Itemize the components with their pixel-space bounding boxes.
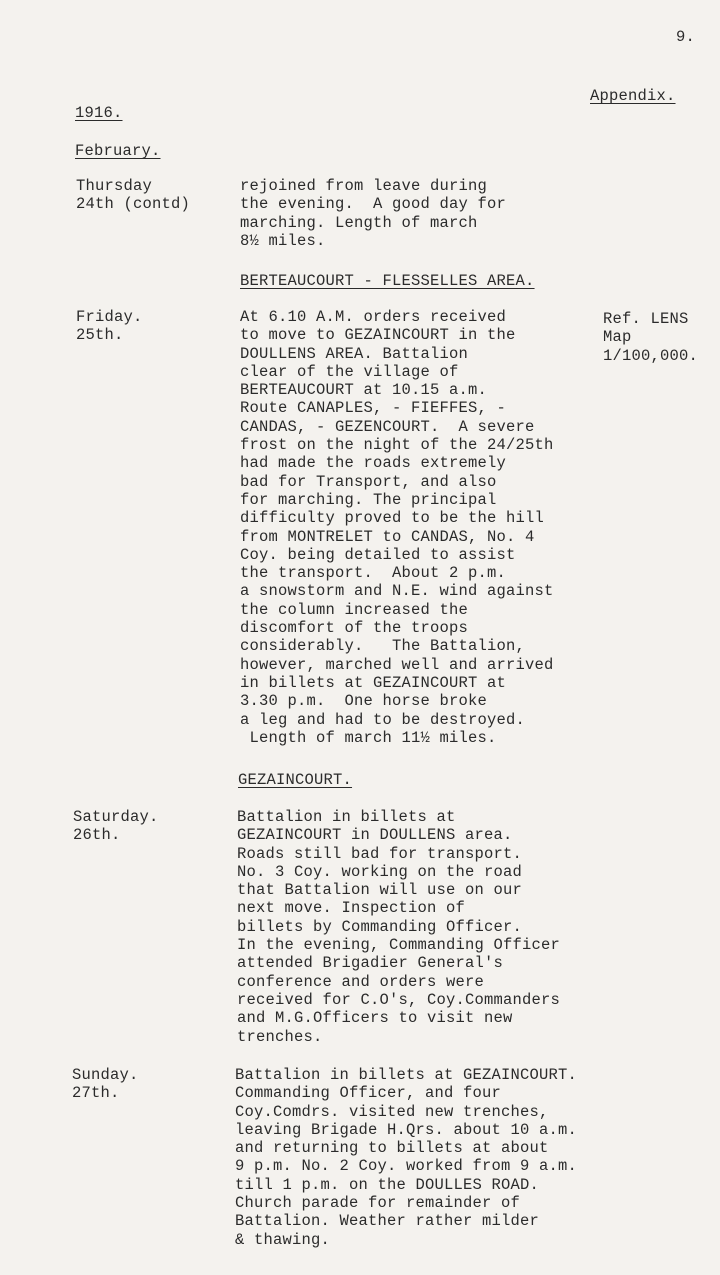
entry-line: conference and orders were xyxy=(237,972,485,991)
entry-line: billets by Commanding Officer. xyxy=(237,917,523,936)
entry-line: 3.30 p.m. One horse broke xyxy=(240,692,488,711)
diary-entry-text xyxy=(240,177,506,250)
entry-line: considerably. The Battalion, xyxy=(240,637,526,656)
entry-line: till 1 p.m. on the DOULLES ROAD. xyxy=(235,1175,540,1194)
entry-line: Roads still bad for transport. xyxy=(237,844,523,863)
date-day: Friday. xyxy=(76,308,143,326)
entry-line: a snowstorm and N.E. wind against xyxy=(240,582,554,601)
entry-line: 8½ miles. xyxy=(240,231,326,250)
location-heading: GEZAINCOURT. xyxy=(238,771,353,789)
entry-line: Length of march 11½ miles. xyxy=(240,728,497,747)
entry-line: bad for Transport, and also xyxy=(240,472,497,491)
diary-entry-date xyxy=(73,808,159,845)
entry-line: Battalion in billets at xyxy=(237,808,456,826)
entry-line: No. 3 Coy. working on the road xyxy=(237,862,523,881)
entry-line: the column increased the xyxy=(240,600,469,619)
entry-line: 9 p.m. No. 2 Coy. worked from 9 a.m. xyxy=(235,1157,578,1176)
appendix-heading: Appendix. xyxy=(590,87,676,105)
date-number: 25th. xyxy=(76,326,124,345)
entry-line: CANDAS, - GEZENCOURT. A severe xyxy=(240,417,535,436)
entry-line: GEZAINCOURT in DOULLENS area. xyxy=(237,826,513,845)
date-day: Sunday. xyxy=(72,1066,139,1084)
entry-line: DOULLENS AREA. Battalion xyxy=(240,344,469,363)
entry-line: & thawing. xyxy=(235,1230,331,1249)
entry-line: attended Brigadier General's xyxy=(237,954,504,973)
margin-note-line: Ref. LENS xyxy=(603,310,689,328)
entry-line: discomfort of the troops xyxy=(240,619,469,638)
diary-entry-date xyxy=(76,177,190,214)
year-heading: 1916. xyxy=(75,104,123,122)
month-heading: February. xyxy=(75,142,161,160)
date-day: Saturday. xyxy=(73,808,159,826)
entry-line: BERTEAUCOURT at 10.15 a.m. xyxy=(240,381,488,400)
location-heading: BERTEAUCOURT - FLESSELLES AREA. xyxy=(240,272,535,290)
entry-line: Coy. being detailed to assist xyxy=(240,545,516,564)
diary-entry-text xyxy=(240,308,554,747)
entry-line: and returning to billets at about xyxy=(235,1139,549,1158)
diary-entry-text xyxy=(235,1066,577,1249)
entry-line: Route CANAPLES, - FIEFFES, - xyxy=(240,399,507,418)
entry-line: Church parade for remainder of xyxy=(235,1194,521,1213)
entry-line: for marching. The principal xyxy=(240,490,497,509)
entry-line: rejoined from leave during xyxy=(240,177,488,195)
entry-line: clear of the village of xyxy=(240,362,459,381)
diary-entry-date xyxy=(72,1066,139,1103)
entry-line: however, marched well and arrived xyxy=(240,655,554,674)
entry-line: trenches. xyxy=(237,1027,323,1046)
entry-line: In the evening, Commanding Officer xyxy=(237,936,561,955)
date-number: 26th. xyxy=(73,826,121,845)
margin-note-line: Map xyxy=(603,328,632,347)
entry-line: the transport. About 2 p.m. xyxy=(240,564,507,583)
entry-line: that Battalion will use on our xyxy=(237,881,523,900)
date-day: Thursday xyxy=(76,177,153,195)
entry-line: leaving Brigade H.Qrs. about 10 a.m. xyxy=(235,1120,578,1139)
entry-line: Battalion in billets at GEZAINCOURT. xyxy=(235,1066,578,1084)
entry-line: to move to GEZAINCOURT in the xyxy=(240,326,516,345)
margin-reference-note xyxy=(603,310,698,365)
entry-line: frost on the night of the 24/25th xyxy=(240,436,554,455)
entry-line: the evening. A good day for xyxy=(240,195,507,214)
entry-line: received for C.O's, Coy.Commanders xyxy=(237,990,561,1009)
date-number: 27th. xyxy=(72,1084,120,1103)
entry-line: in billets at GEZAINCOURT at xyxy=(240,673,507,692)
entry-line: a leg and had to be destroyed. xyxy=(240,710,526,729)
entry-line: marching. Length of march xyxy=(240,213,478,232)
entry-line: next move. Inspection of xyxy=(237,899,466,918)
entry-line: had made the roads extremely xyxy=(240,454,507,473)
diary-entry-text xyxy=(237,808,560,1046)
entry-line: Commanding Officer, and four xyxy=(235,1084,502,1103)
entry-line: At 6.10 A.M. orders received xyxy=(240,308,507,326)
date-number: 24th (contd) xyxy=(76,195,191,214)
entry-line: and M.G.Officers to visit new xyxy=(237,1009,513,1028)
page-number: 9. xyxy=(676,28,696,46)
margin-note-line: 1/100,000. xyxy=(603,346,699,365)
entry-line: Coy.Comdrs. visited new trenches, xyxy=(235,1102,549,1121)
entry-line: from MONTRELET to CANDAS, No. 4 xyxy=(240,527,535,546)
entry-line: difficulty proved to be the hill xyxy=(240,509,545,528)
entry-line: Battalion. Weather rather milder xyxy=(235,1212,540,1231)
diary-entry-date xyxy=(76,308,143,345)
